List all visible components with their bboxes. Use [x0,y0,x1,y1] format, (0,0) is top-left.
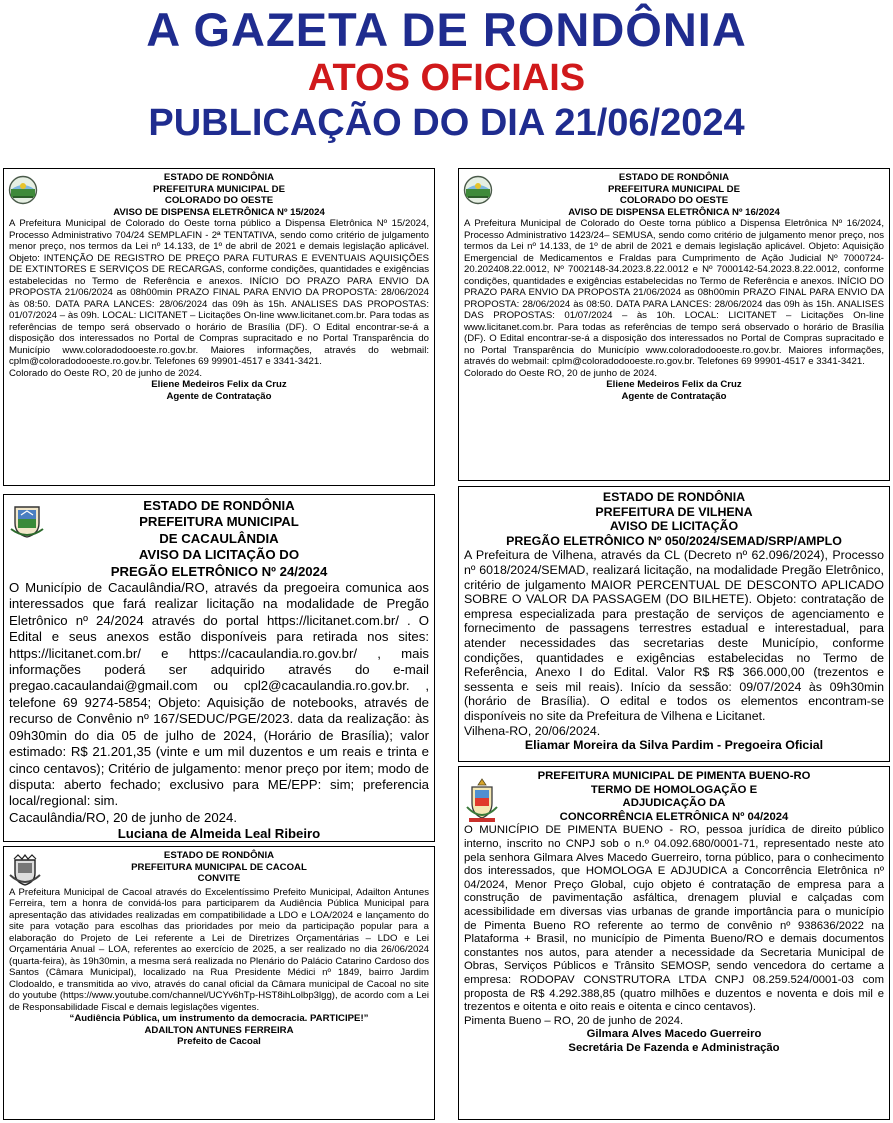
header-municipality: COLORADO DO OESTE [619,195,729,206]
header-state: ESTADO DE RONDÔNIA [143,498,295,513]
notice-place-date: Vilhena-RO, 20/06/2024. [464,723,601,738]
header-notice-title: AVISO DE DISPENSA ELETRÔNICA Nº 16/2024 [568,206,780,218]
notice-signer: Gilmara Alves Macedo Guerreiro [586,1028,762,1041]
notice-pimenta-bueno-homologacao [458,766,890,1120]
notice-body: O MUNICÍPIO DE PIMENTA BUENO - RO, pessoa jurídica de direito público interno, inscrito no CNPJ sob o n.º 04.092.680/0001-71, representado neste ato pela senhora Gilmara Alves Macedo Guerreiro, torna público, para o conhecimento dos interessados, que HOMOLOGA E ADJUDICA a Concorrência Eletrônica nº 04/2024, Menor Preço Global, cujo objeto é contratação de empresa para a construção de pavimentação asfáltica, drenagem pluvial e calçadas com acessibilidade em diversas vias urbanas de grande importância para o município de Pimenta Bueno RO referente ao termo de convênio nº 938636/2022 na Plataforma + Brasil, no município de Pimenta Bueno/RO e demais documentos constantes nos autos, para atender a necessidade da Secretaria Municipal de Obras, Serviços Públicos e Trânsito SEMOSP, sendo vencedora do certame a empresa: RODOPAV CONSTRUTORA LTDA CNPJ 08.259.524/0001-03 com proposta de R$ 4.292.388,85 (quatro milhões e duzentos e noventa e dois mil e trezentos e oitenta e oito reais e oitenta e cinco centavos). [464,824,884,1014]
header-notice-number: PREGÃO ELETRÔNICO Nº 050/2024/SEMAD/SRP/AMPLO [506,533,842,548]
header-prefeitura: PREFEITURA MUNICIPAL DE CACOAL [131,861,307,873]
colorado-coat-of-arms-icon [8,175,38,205]
header-prefeitura: PREFEITURA MUNICIPAL [139,514,299,530]
header-notice-title: CONVITE [197,873,241,884]
notice-header [9,172,429,218]
header-notice-title: AVISO DA LICITAÇÃO DO [138,547,300,563]
notice-signer: Eliamar Moreira da Silva Pardim - Pregoeira Oficial [524,738,824,753]
newspaper-title: A GAZETA DE RONDÔNIA [146,3,747,56]
cacaulandia-coat-of-arms-icon [10,503,44,539]
header-municipality: COLORADO DO OESTE [164,195,274,206]
section-title: ATOS OFICIAIS [307,57,586,99]
notice-vilhena-pregao-050 [458,486,890,762]
notice-signer: Eliene Medeiros Felix da Cruz [151,379,287,390]
publication-date: PUBLICAÇÃO DO DIA 21/06/2024 [148,102,745,144]
notice-signer: Luciana de Almeida Leal Ribeiro [117,826,321,842]
header-prefeitura: PREFEITURA MUNICIPAL DE [152,183,285,195]
notice-body: A Prefeitura Municipal de Colorado do Oeste torna público a Dispensa Eletrônica Nº 16/2024, Processo Administrativo 1423/24– SEMUSA, sendo como critério de julgamento menor preço, nos termos da Lei nº 14.133, de 1º de abril de 2021 e demais legislação aplicável. Objeto: Aquisição Emergencial de Medicamentos e Fraldas para Cumprimento de Ação Judicial Nº 7000724-20.202408.22.0012, Nº 7002148-34.2023.8.22.0012 e Nº 7000142-54.2023.8.22.0012, conforme condições, quantidades e exigências estabelecidas no Termo de Referência e anexos. INÍCIO DO PRAZO PARA ENVIO DA PROPOSTA 21/06/2024 as 08h00min PRAZO FINAL PARA ENVIO DA PROPOSTA: 28/06/2024 às 08:50. DATA PARA LANCES: 28/06/2024 das 09h às 15h. ANALISES DAS PROPOSTAS: 01/07/2024 – às 10h. LOCAL: LICITANET – Licitações On-line www.licitanet.com.br. Para todas as referências de tempo será observado o horário de Brasília (DF). O Edital encontrar-se-á a disposição dos interessados no Portal de Compras supracitado e no Portal Transparência do Município www.coloradodooeste.ro.gov.br. Maiores informações, através do webmail: cplm@coloradodooeste.ro.gov.br. Telefones 69 99901-4517 e 3341-3421. [464,218,884,367]
notice-place-date: Cacaulândia/RO, 20 de junho de 2024. [9,809,238,825]
notice-body: A Prefeitura de Vilhena, através da CL (Decreto nº 62.096/2024), Processo nº 6018/2024/SEMAD, realizará licitação, na modalidade Pregão Eletrônico, critério de julgamento MAIOR PERCENTUAL DE DESCONTO APLICADO SOBRE O VALOR DA PASSAGEM (DO BILHETE). Objeto: contratação de empresa especializada para prestação de serviços de agenciamento e fornecimento de passagens terrestres estadual e interestadual, para atender necessidades das secretarias deste Município, conforme condições, quantidades e exigências estabelecidas no Termo de Referência, Anexo I do Edital. Valor R$ R$ 366.000,00 (trezentos e sessenta e seis mil reais). Início da sessão: 09/07/2024 às 09h30min (horário de Brasília). O edital e todos os elementos encontram-se disponíveis no site da Prefeitura de Vilhena e Licitanet. [464,548,884,723]
notice-quote: “Audiência Pública, um instrumento da democracia. PARTICIPE!” [69,1013,369,1024]
notice-signer-role: Prefeito de Cacoal [177,1036,261,1047]
notice-body: A Prefeitura Municipal de Colorado do Oeste torna público a Dispensa Eletrônica Nº 15/2024, Processo Administrativo 704/24 SEMPLAFIN - 2ª TENTATIVA, sendo como critério de julgamento menor preço, nos termos da Lei nº 14.133, de 1º de abril de 2021 e demais legislação aplicável. Objeto: INTENÇÃO DE REGISTRO DE PREÇO PARA FUTURAS E EVENTUAIS AQUISIÇÕES DE EXTINTORES E SERVIÇOS DE RECARGAS, conforme condições, quantidades e exigências estabelecidas no Termo de Referência e anexos. INÍCIO DO PRAZO PARA ENVIO DA PROPOSTA 21/06/2024 as 08h00min PRAZO FINAL PARA ENVIO DA PROPOSTA: 28/06/2024 às 08:50. DATA PARA LANCES: 28/06/2024 das 09h às 15h. ANALISES DAS PROPOSTAS: 01/07/2024 – às 09h. LOCAL: LICITANET – Licitações On-line www.licitanet.com.br. Para todas as referências de tempo será observado o horário de Brasília (DF). O Edital encontrar-se-á a disposição dos interessados no Portal de Compras supracitado e no Portal Transparência do Município www.coloradodooeste.ro.gov.br. Maiores informações, através do webmail: cplm@coloradodooeste.ro.gov.br. Telefones 69 99901-4517 e 3341-3421. [9,218,429,367]
header-notice-number: PREGÃO ELETRÔNICO Nº 24/2024 [110,563,328,579]
header-notice-subtitle: ADJUDICAÇÃO DA [622,797,726,810]
notice-body: O Município de Cacaulândia/RO, através da pregoeira comunica aos interessados que fará realizar licitação na modalidade de Pregão Eletrônico nº 24/2024 através do portal https://licitanet.com.br/ . O Edital e seus anexos estão disponíveis para retirada nos sites: https://licitanet.com.br/ e https://cacaulandia.ro.gov.br/ , mais informações poderá ser adquirido através do e-mail pregao.cacaulandai@gmail.com ou cpl2@cacaulandia.ro.gov.br. , telefone 69 9274-5854; Objeto: Aquisição de notebooks, através de recurso de Convênio nº 167/SEDUC/PGE/2023. data da realização: às 09h30min do dia 05 de julho de 2024, (Horário de Brasília); valor estimado: R$ 21.201,35 (vinte e um mil duzentos e um reais e trinta e cinco centavos); Critério de julgamento: menor preço por item; modo de disputa: aberto fechado; exclusivo para ME/EPP: sim; preferencia local/regional: sim. [9,580,429,809]
header-state: ESTADO DE RONDÔNIA [163,172,275,183]
notice-body: A Prefeitura Municipal de Cacoal através do Excelentíssimo Prefeito Municipal, Adailton Antunes Ferreira, tem a honra de convidá-los para participarem da Audiência Pública Municipal para apresentação das atividades realizadas em compatibilidade a LDO e LOA/2024 e lançamento do site para votação para escolhas das prioridades por meio da participação popular para a elaboração do Projeto de Lei referente a Lei de Diretrizes Orçamentárias – LDO e Lei Orçamentária Anual – LOA, referentes ao exercício de 2025, a ser realizado no dia 26/06/2024 (quarta-feira), às 19h30min, a mesma será realizada no Plenário do Palácio Catarino Cardoso dos Santos (Câmara Municipal), localizado na Rua Presidente Médici nº 1849, bairro Jardim Clodoaldo, e transmitida ao vivo, através do canal oficial da Câmara municipal de Cacoal no site do youtube (https://www.youtube.com/channel/UCYv6hTp-HST8ihLolbp3lgg), de acordo com a Lei de Responsabilidade Fiscal e demais legislações vigentes. [9,886,429,1013]
header-notice-number: CONCORRÊNCIA ELETRÔNICA Nº 04/2024 [559,810,789,823]
masthead [0,0,893,165]
pimenta-bueno-coat-of-arms-icon [465,777,499,823]
header-prefeitura: PREFEITURA DE VILHENA [595,504,753,519]
colorado-coat-of-arms-icon [463,175,493,205]
notice-place-date: Colorado do Oeste RO, 20 de junho de 2024. [9,367,203,379]
notice-cacaulandia-pregao-24 [3,494,435,842]
notice-colorado-dispensa-15 [3,168,435,486]
header-municipality: DE CACAULÂNDIA [159,530,279,546]
notice-signer-role: Agente de Contratação [621,390,727,402]
notice-place-date: Colorado do Oeste RO, 20 de junho de 2024. [464,367,658,379]
header-state: ESTADO DE RONDÔNIA [602,490,746,504]
header-state: ESTADO DE RONDÔNIA [163,850,275,861]
header-notice-title: TERMO DE HOMOLOGAÇÃO E [590,783,758,796]
header-prefeitura: PREFEITURA MUNICIPAL DE [607,183,740,195]
notice-signer-role: Agente de Contratação [166,390,272,402]
header-notice-title: AVISO DE LICITAÇÃO [609,519,739,534]
notice-header [464,770,884,824]
notice-header [464,172,884,218]
header-prefeitura: PREFEITURA MUNICIPAL DE PIMENTA BUENO-RO [537,770,811,782]
notice-signer: ADAILTON ANTUNES FERREIRA [144,1024,294,1036]
header-state: ESTADO DE RONDÔNIA [618,172,730,183]
notice-signer-role: Secretária De Fazenda e Administração [568,1041,780,1054]
header-notice-title: AVISO DE DISPENSA ELETRÔNICA Nº 15/2024 [113,206,325,218]
notice-signer: Eliene Medeiros Felix da Cruz [606,379,742,390]
notice-header [464,490,884,548]
notice-header [9,850,429,885]
cacoal-coat-of-arms-icon [8,853,42,887]
notice-header [9,498,429,580]
notice-colorado-dispensa-16 [458,168,890,481]
notice-cacoal-convite [3,846,435,1120]
notice-place-date: Pimenta Bueno – RO, 20 de junho de 2024. [464,1014,684,1027]
